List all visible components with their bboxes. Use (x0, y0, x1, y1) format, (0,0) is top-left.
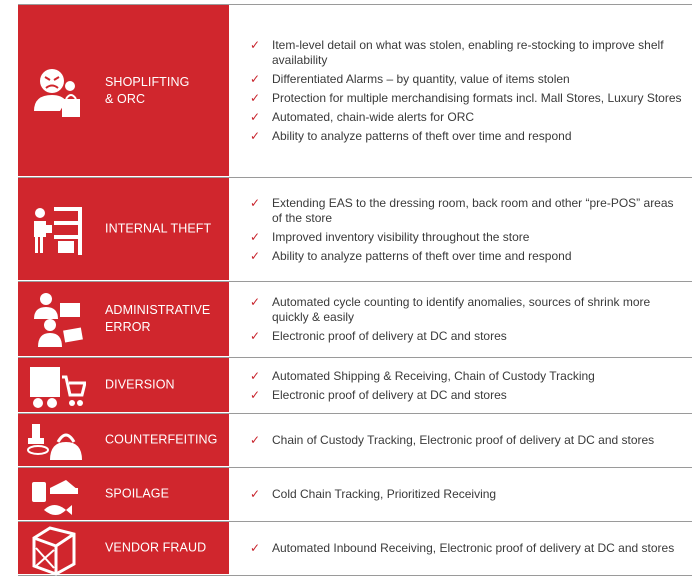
category-cell (18, 5, 229, 177)
row-internal-theft (18, 178, 692, 282)
list-item: ✓ Differentiated Alarms – by quantity, value of items stolen (250, 72, 570, 86)
list-item: ✓ Item-level detail on what was stolen, enabling re-stocking to improve shelf availability (250, 38, 664, 67)
list-item: ✓ Extending EAS to the dressing room, back room and other “pre-POS” areas of the store (250, 195, 674, 225)
check-icon: ✓ (250, 110, 261, 124)
category-label: INTERNAL THEFT (105, 221, 212, 236)
check-icon: ✓ (250, 487, 261, 501)
list-item: ✓ Automated, chain-wide alerts for ORC (250, 110, 475, 124)
check-icon: ✓ (250, 91, 261, 105)
list-item: ✓ Automated cycle counting to identify anomalies, sources of shrink more quickly & easily (250, 295, 651, 324)
bullet-list (229, 358, 692, 413)
list-item: ✓ Protection for multiple merchandising formats incl. Mall Stores, Luxury Stores (250, 91, 682, 105)
check-icon: ✓ (250, 195, 261, 210)
shrink-solutions-table (18, 4, 692, 576)
category-cell (18, 468, 229, 521)
check-icon: ✓ (250, 433, 261, 447)
row-counterfeiting (18, 414, 692, 468)
category-cell (18, 414, 229, 467)
row-shoplifting (18, 4, 692, 178)
check-icon: ✓ (250, 229, 261, 244)
category-label: DIVERSION (105, 377, 175, 392)
check-icon: ✓ (250, 38, 261, 52)
check-icon: ✓ (250, 72, 261, 86)
check-icon: ✓ (250, 248, 261, 263)
list-item: ✓ Automated Shipping & Receiving, Chain of Custody Tracking (250, 368, 595, 383)
bullet-list (229, 414, 692, 467)
row-vendor-fraud (18, 522, 692, 576)
category-label: SPOILAGE (105, 486, 170, 501)
category-cell (18, 178, 229, 281)
list-item: ✓ Electronic proof of delivery at DC and stores (250, 329, 507, 343)
list-item: ✓ Ability to analyze patterns of theft over time and respond (250, 248, 572, 263)
check-icon: ✓ (250, 295, 261, 309)
check-icon: ✓ (250, 329, 261, 343)
check-icon: ✓ (250, 129, 261, 143)
row-administrative-error (18, 282, 692, 358)
broken-crate-icon (26, 518, 86, 578)
row-diversion (18, 358, 692, 414)
list-item: ✓ Improved inventory visibility throughout the store (250, 229, 530, 244)
list-item: ✓ Automated Inbound Receiving, Electronic proof of delivery at DC and stores (250, 541, 675, 555)
category-label: ADMINISTRATIVE ERROR (105, 303, 211, 334)
bullet-list (229, 178, 692, 281)
check-icon: ✓ (250, 387, 261, 402)
angry-shopper-icon (26, 61, 86, 121)
list-item: ✓ Ability to analyze patterns of theft over time and respond (250, 129, 572, 143)
category-cell (18, 282, 229, 357)
category-label: VENDOR FRAUD (105, 540, 207, 555)
worker-shelves-icon (26, 199, 86, 259)
office-workers-icon (26, 289, 86, 349)
truck-cart-icon (26, 355, 86, 415)
bullet-list (229, 468, 692, 521)
category-cell (18, 358, 229, 413)
category-label: COUNTERFEITING (105, 432, 218, 447)
food-items-icon (26, 464, 86, 524)
list-item: ✓ Electronic proof of delivery at DC and stores (250, 387, 507, 402)
list-item: ✓ Cold Chain Tracking, Prioritized Receiving (250, 487, 497, 501)
category-label: SHOPLIFTING & ORC (105, 74, 190, 106)
check-icon: ✓ (250, 368, 261, 383)
bullet-list (229, 522, 692, 575)
category-cell (18, 522, 229, 575)
bullet-list (229, 5, 692, 177)
list-item: ✓ Chain of Custody Tracking, Electronic proof of delivery at DC and stores (250, 433, 655, 447)
bullet-list (229, 282, 692, 357)
check-icon: ✓ (250, 541, 261, 555)
row-spoilage (18, 468, 692, 522)
stamp-handbag-icon (26, 410, 86, 470)
